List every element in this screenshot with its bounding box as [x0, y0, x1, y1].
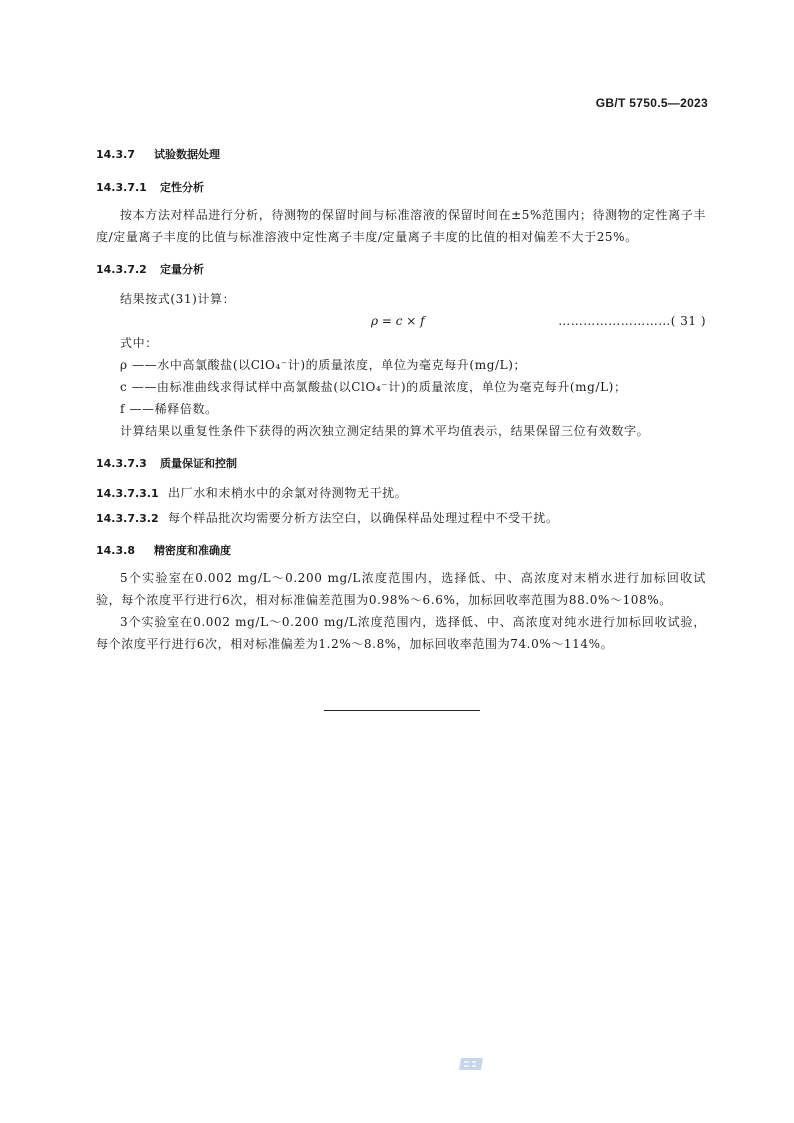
clause-text: 每个样品批次均需要分析方法空白，以确保样品处理过程中不受干扰。 — [168, 511, 559, 525]
where-label: 式中： — [120, 336, 158, 350]
heading-number: 14.3.7.2 — [96, 263, 147, 276]
clause-number: 14.3.7.3.2 — [96, 512, 159, 525]
heading-title: 试验数据处理 — [154, 148, 220, 161]
definition-f: f ——稀释倍数。 — [120, 402, 218, 416]
document-body — [96, 140, 706, 655]
heading-14-3-8 — [96, 542, 706, 558]
definition-rho: ρ ——水中高氯酸盐(以ClO₄⁻计)的质量浓度，单位为毫克每升(mg/L)； — [120, 358, 527, 372]
precision-paragraph-2: 3个实验室在0.002 mg/L～0.200 mg/L浓度范围内，选择低、中、高浓度对纯水进行加标回收试验，每个浓度平行进行6次，相对标准偏差为1.2%～8.8%，加标回收率范围为74.0%～114%。 — [96, 615, 706, 651]
heading-title: 精密度和准确度 — [154, 544, 231, 557]
heading-title: 定性分析 — [160, 181, 204, 194]
formula-31 — [96, 310, 706, 332]
clause-text: 出厂水和末梢水中的余氯对待测物无干扰。 — [168, 486, 408, 500]
heading-number: 14.3.7 — [96, 148, 135, 161]
heading-title: 定量分析 — [160, 263, 204, 276]
end-rule — [324, 710, 480, 711]
qualitative-paragraph: 按本方法对样品进行分析，待测物的保留时间与标准溶液的保留时间在±5%范围内；待测物的定性离子丰度/定量离子丰度的比值与标准溶液中定性离子丰度/定量离子丰度的比值的相对偏差不大于25%。 — [96, 208, 706, 244]
heading-number: 14.3.8 — [96, 544, 135, 557]
sac-logo-icon — [458, 1057, 484, 1071]
formula-intro: 结果按式(31)计算： — [120, 292, 236, 306]
definition-c: c ——由标准曲线求得试样中高氯酸盐(以ClO₄⁻计)的质量浓度，单位为毫克每升(mg/L)； — [120, 380, 627, 394]
heading-14-3-7 — [96, 146, 706, 162]
precision-paragraph-1: 5个实验室在0.002 mg/L～0.200 mg/L浓度范围内，选择低、中、高浓度对末梢水进行加标回收试验，每个浓度平行进行6次，相对标准偏差范围为0.98%～6.6%，加标回收率范围为88.0%～108%。 — [96, 571, 706, 607]
heading-14-3-7-3 — [96, 455, 706, 471]
heading-14-3-7-1 — [96, 179, 706, 195]
clause-14-3-7-3-2 — [96, 509, 706, 526]
heading-14-3-7-2 — [96, 261, 706, 277]
equation-number: ………………………( 31 ) — [558, 314, 706, 328]
heading-number: 14.3.7.3 — [96, 457, 147, 470]
clause-14-3-7-3-1 — [96, 484, 706, 501]
result-rule-paragraph: 计算结果以重复性条件下获得的两次独立测定结果的算术平均值表示，结果保留三位有效数字。 — [120, 424, 650, 438]
formula-expression: ρ = c × f — [371, 314, 425, 328]
heading-number: 14.3.7.1 — [96, 181, 147, 194]
clause-number: 14.3.7.3.1 — [96, 487, 159, 500]
heading-title: 质量保证和控制 — [160, 457, 237, 470]
standard-id: GB/T 5750.5—2023 — [595, 96, 708, 110]
